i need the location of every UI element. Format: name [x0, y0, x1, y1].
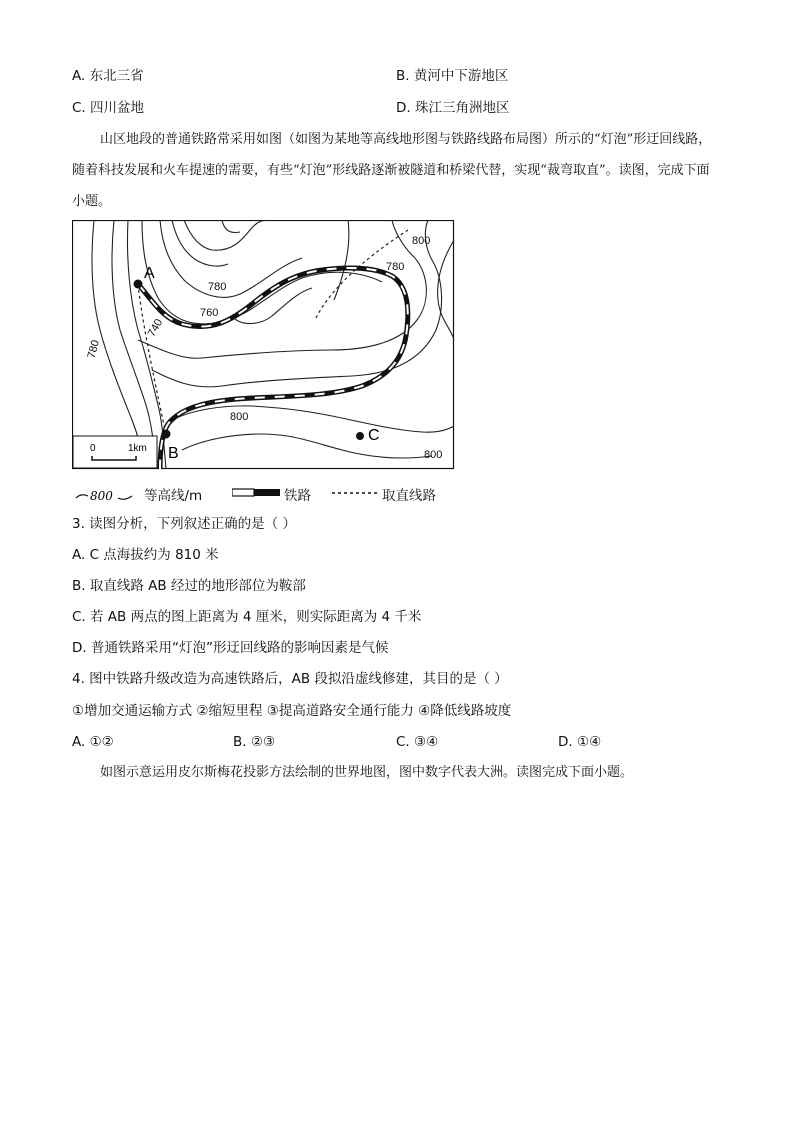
point-c-marker	[356, 432, 364, 440]
q3-option-b: B. 取直线路 AB 经过的地形部位为鞍部	[72, 578, 306, 594]
contour-label: 760	[200, 307, 219, 319]
q3-option-d: D. 普通铁路采用“灯泡”形迂回线路的影响因素是气候	[72, 640, 389, 656]
contour-label: 740	[145, 317, 166, 339]
map-legend	[72, 480, 492, 506]
q4-option-a: A. ①②	[72, 734, 114, 750]
contour-label: 780	[85, 338, 102, 360]
intro-paragraph: 山区地段的普通铁路常采用如图（如图为某地等高线地形图与铁路线路布局图）所示的“灯泡”形迂回线路，随着科技发展和火车提速的需要，有些“灯泡”形线路逐渐被隧道和桥梁代替，实现“裁弯取直”。读图，完成下面小题。	[72, 132, 712, 209]
q4-option-c: C. ③④	[396, 734, 439, 750]
point-b-marker	[162, 430, 171, 439]
intro-paragraph-2: 如图示意运用皮尔斯梅花投影方法绘制的世界地图，图中数字代表大洲。读图完成下面小题。	[100, 765, 634, 780]
scale-zero: 0	[90, 443, 96, 454]
option-d: D. 珠江三角洲地区	[396, 100, 510, 116]
point-b-label: B	[168, 445, 179, 462]
option-a: A. 东北三省	[72, 68, 144, 84]
legend-contour-label: 等高线/m	[144, 488, 203, 504]
contour-map	[72, 220, 456, 470]
q4-option-b: B. ②③	[233, 734, 276, 750]
q3-stem: 3. 读图分析，下列叙述正确的是（ ）	[72, 516, 296, 532]
contour-label: 800	[230, 411, 249, 423]
straight-legend-icon	[332, 490, 378, 496]
railway-legend-icon	[232, 488, 282, 498]
legend-railway-label: 铁路	[284, 488, 311, 504]
contour-label: 800	[412, 235, 431, 247]
q4-items: ①增加交通运输方式 ②缩短里程 ③提高道路安全通行能力 ④降低线路坡度	[72, 703, 512, 719]
contour-label: 780	[386, 261, 405, 273]
option-c: C. 四川盆地	[72, 100, 145, 116]
contour-label: 780	[208, 281, 227, 293]
contour-legend-sample: 800	[90, 489, 113, 503]
point-c-label: C	[368, 427, 380, 444]
q3-option-c: C. 若 AB 两点的图上距离为 4 厘米，则实际距离为 4 千米	[72, 609, 422, 625]
legend-straight-label: 取直线路	[382, 488, 436, 504]
q4-stem: 4. 图中铁路升级改造为高速铁路后，AB 段拟沿虚线修建，其目的是（ ）	[72, 671, 508, 687]
scale-km: 1km	[128, 443, 147, 454]
q3-option-a: A. C 点海拔约为 810 米	[72, 547, 219, 563]
point-a-marker	[134, 280, 143, 289]
q4-option-d: D. ①④	[558, 734, 602, 750]
contour-label: 800	[424, 449, 443, 461]
option-b: B. 黄河中下游地区	[396, 68, 509, 84]
contour-legend-icon	[74, 484, 144, 504]
point-a-label: A	[144, 265, 155, 282]
